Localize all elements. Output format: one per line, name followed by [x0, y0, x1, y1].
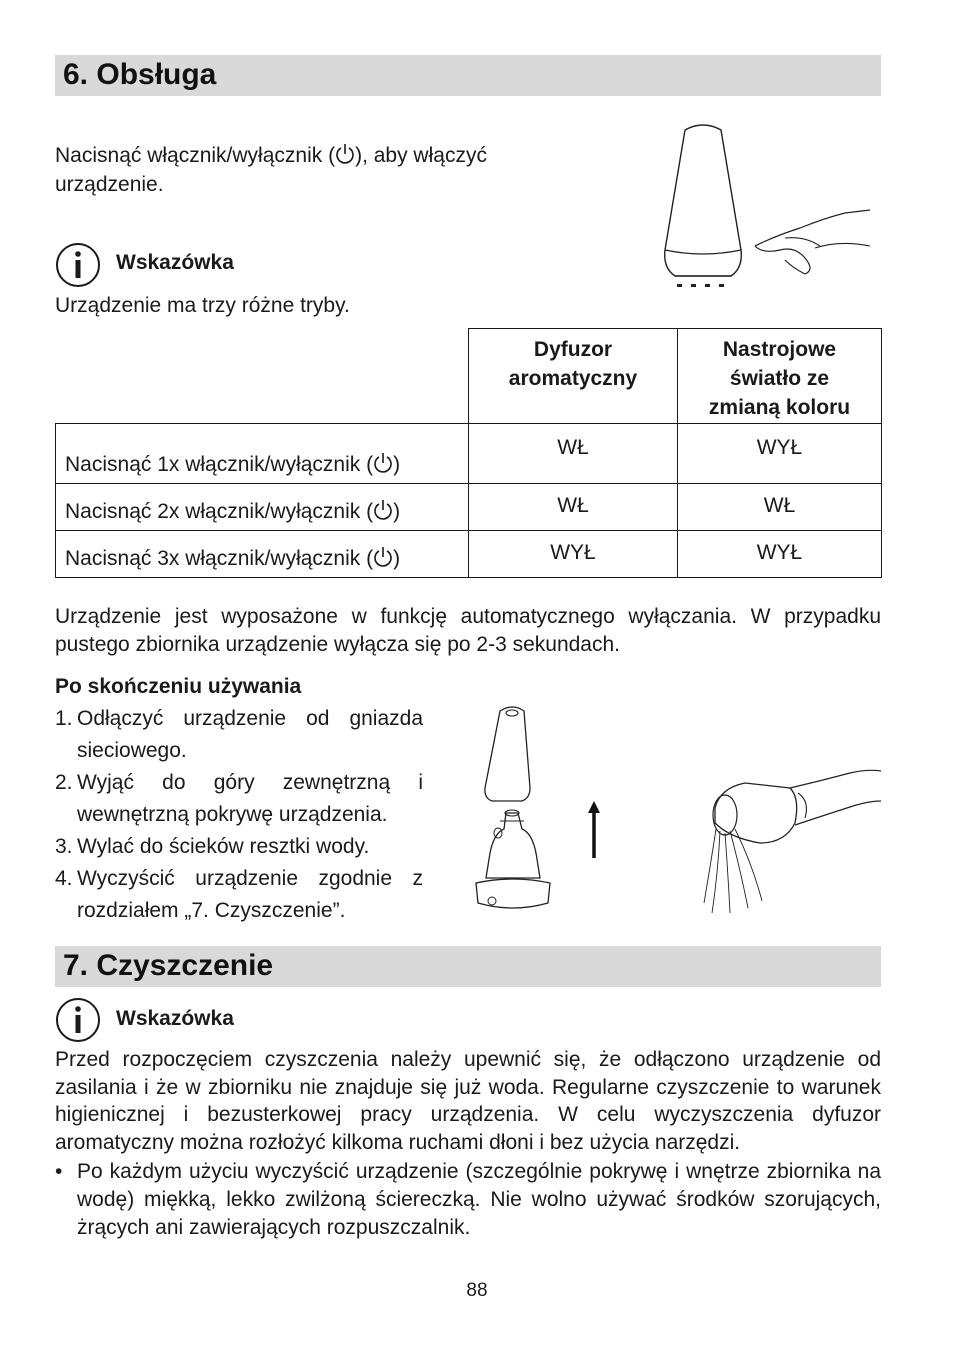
section-6-header	[55, 55, 881, 96]
row-label: Nacisnąć 1x włącznik/wyłącznik ( )	[56, 424, 469, 484]
intro-text	[55, 141, 575, 199]
diffuser-press-illustration	[655, 118, 880, 298]
list-item: 1. Odłączyć urządzenie od gniazda sieciowego.	[55, 707, 423, 762]
section-6-title: 6. Obsługa	[63, 58, 217, 91]
cleaning-bullet-text: Po każdym użyciu wyczyścić urządzenie (szczególnie pokrywę i wnętrze zbiornika na wodę) miękką, lekko zwilżoną ściereczką. Nie wolno używać środków szorujących, żrących ani zawierających rozpuszczalnik.	[77, 1160, 881, 1239]
power-symbol-icon	[335, 141, 355, 167]
after-use-title: Po skończeniu używania	[55, 675, 302, 698]
power-symbol-icon	[373, 450, 393, 476]
row-label: Nacisnąć 3x włącznik/wyłącznik ( )	[56, 531, 469, 578]
intro-text-start: Nacisnąć włącznik/wyłącznik (	[55, 144, 336, 167]
power-symbol-icon	[373, 544, 393, 570]
diffuser-value: WŁ	[469, 484, 678, 531]
table-corner-cell	[56, 329, 469, 424]
section-7-title: 7. Czyszczenie	[63, 949, 274, 982]
info-icon	[55, 242, 101, 288]
hint-text: Urządzenie ma trzy różne tryby.	[55, 294, 350, 317]
power-symbol-icon	[373, 497, 393, 523]
mood-light-value: WŁ	[678, 484, 882, 531]
auto-off-text: Urządzenie jest wyposażone w funkcję automatycznego wyłączania. W przypadku pustego zbiornika urządzenie wyłącza się po 2-3 sekundach.	[55, 605, 881, 656]
diffuser-value: WYŁ	[469, 531, 678, 578]
modes-table	[55, 328, 882, 578]
diffuser-value: WŁ	[469, 424, 678, 484]
pouring-water-illustration	[700, 703, 881, 918]
after-use-steps	[55, 703, 423, 927]
table-row	[56, 484, 882, 531]
info-icon	[55, 997, 101, 1043]
table-row	[56, 424, 882, 484]
column-header-mood-light: Nastrojowe światło ze zmianą koloru	[678, 329, 882, 424]
row-label: Nacisnąć 2x włącznik/wyłącznik ( )	[56, 484, 469, 531]
intro-text-line2: urządzenie.	[55, 173, 164, 196]
cleaning-bullet	[55, 1158, 881, 1242]
list-item: 4. Wyczyścić urządzenie zgodnie z rozdziałem „7. Czyszczenie”.	[55, 867, 423, 922]
section-7-header	[55, 946, 881, 987]
hint-title: Wskazówka	[116, 251, 234, 274]
page-number: 88	[466, 1280, 488, 1301]
table-header-row	[56, 329, 882, 424]
column-header-diffuser: Dyfuzor aromatyczny	[469, 329, 678, 424]
hint-title: Wskazówka	[116, 1007, 234, 1030]
mood-light-value: WYŁ	[678, 531, 882, 578]
intro-text-end: ), aby włączyć	[355, 144, 487, 167]
table-row	[56, 531, 882, 578]
cleaning-paragraph: Przed rozpoczęciem czyszczenia należy upewnić się, że odłączono urządzenie od zasilania i że w zbiorniku nie znajduje się już woda. Regularne czyszczenie to warunek higienicznej i bezusterkowej pracy urządzenia. W celu wyczyszczenia dyfuzor aromatyczny można rozłożyć kilkoma ruchami dłoni i bez użycia narzędzi.	[55, 1048, 881, 1154]
disassembly-illustration	[470, 703, 615, 918]
mood-light-value: WYŁ	[678, 424, 882, 484]
bullet-dot: •	[55, 1160, 63, 1183]
list-item: 2. Wyjąć do góry zewnętrzną i wewnętrzną pokrywę urządzenia.	[55, 771, 423, 826]
list-item: 3. Wylać do ścieków resztki wody.	[55, 835, 370, 858]
